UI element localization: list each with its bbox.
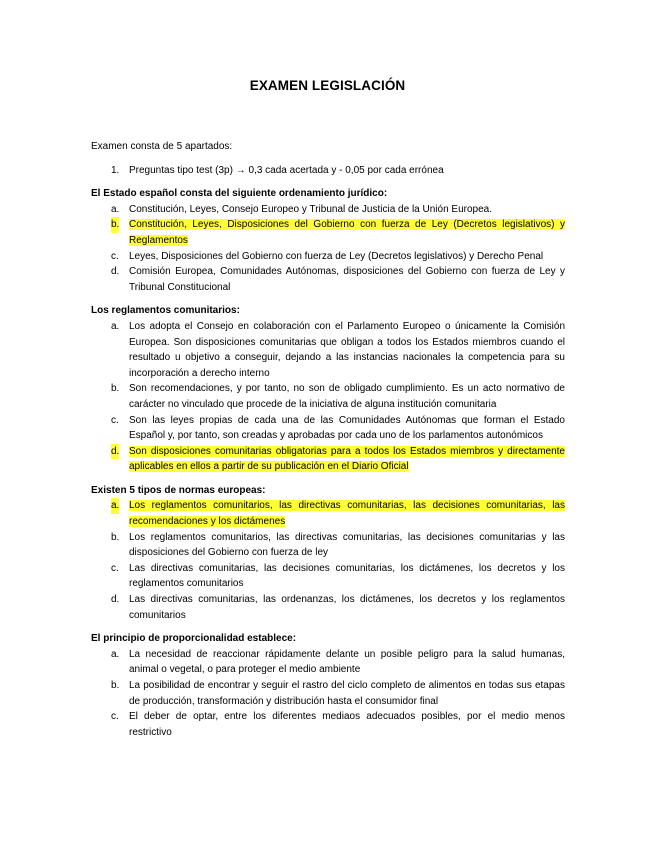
option-item: [91, 561, 565, 592]
question-block: [91, 483, 565, 623]
option-item: [91, 413, 565, 444]
document-title: EXAMEN LEGISLACIÓN: [249, 78, 406, 93]
option-letter: b.: [111, 383, 120, 395]
option-text: La posibilidad de encontrar y seguir el rastro del ciclo completo de alimentos en todas sus etapas de producción, transformación y distribución hasta el consumidor final: [129, 680, 565, 707]
intro-text: Examen consta de 5 apartados:: [91, 141, 233, 152]
option-text: Son las leyes propias de cada una de las Comunidades Autónomas que forman el Estado Español y, por tanto, son creadas y aprobadas por cada uno de los parlamentos autonómicos: [129, 414, 565, 442]
numbered-marker: 1.: [111, 164, 120, 176]
question-list: [91, 186, 565, 740]
option-text: El deber de optar, entre los diferentes mediaos adecuados posibles, por el medio menos restrictivo: [129, 711, 565, 738]
option-letter: a.: [111, 203, 120, 215]
document-body: [91, 139, 565, 740]
option-item: [91, 202, 565, 218]
option-text: Leyes, Disposiciones del Gobierno con fuerza de Ley (Decretos legislativos) y Derecho Penal: [129, 250, 544, 262]
option-letter: a.: [111, 648, 120, 660]
highlighted-answer-text: Son disposiciones comunitarias obligatorias para a todos los Estados miembros y directamente aplicables en ellos a partir de su publicación en el Diario Oficial: [129, 445, 565, 473]
option-letter: a.: [111, 320, 120, 332]
option-item: [91, 498, 565, 529]
question-heading: El principio de proporcionalidad establece:: [91, 633, 297, 645]
option-letter: d.: [111, 266, 120, 278]
option-item: [91, 444, 565, 475]
option-text: Son recomendaciones, y por tanto, no son de obligado cumplimiento. Es un acto normativo de carácter no vinculado que procede de la iniciativa de alguna institución comunitaria: [129, 383, 565, 410]
option-item: [91, 647, 565, 678]
option-letter: a.: [111, 498, 119, 514]
question-heading: Existen 5 tipos de normas europeas:: [91, 484, 266, 496]
option-text: Constitución, Leyes, Consejo Europeo y Tribunal de Justicia de la Unión Europea.: [129, 203, 492, 215]
option-list: [91, 319, 565, 475]
option-text: Las directivas comunitarias, las ordenanzas, los dictámenes, los decretos y los reglamentos comunitarios: [129, 594, 565, 621]
option-item: [91, 678, 565, 709]
option-letter: c.: [111, 250, 119, 262]
option-letter: b.: [111, 531, 120, 543]
numbered-text: Preguntas tipo test (3p) → 0,3 cada acertada y - 0,05 por cada errónea: [129, 164, 444, 176]
option-item: [91, 592, 565, 623]
option-text: Las directivas comunitarias, las decisiones comunitarias, los dictámenes, los decretos y los reglamentos comunitarios: [129, 562, 565, 590]
option-item: [91, 530, 565, 561]
question-block: [91, 303, 565, 475]
highlighted-answer-text: Constitución, Leyes, Disposiciones del Gobierno con fuerza de Ley (Decretos legislativos) y Reglamentos: [129, 219, 565, 246]
option-text: Comisión Europea, Comunidades Autónomas, disposiciones del Gobierno con fuerza de Ley y Tribunal Constitucional: [129, 266, 565, 293]
option-text: Los adopta el Consejo en colaboración con el Parlamento Europeo o únicamente la Comisión Europea. Son disposiciones comunitarias que obligan a todos los Estados miembros cuando el resultado u objetivo a conseguir, dejando a las instancias nacionales la competencia para su incorporación a derecho interno: [129, 320, 565, 379]
question-block: [91, 186, 565, 295]
option-letter: c.: [111, 562, 119, 574]
option-letter: c.: [111, 711, 119, 723]
option-item: [91, 264, 565, 295]
option-item: [91, 381, 565, 412]
question-heading: El Estado español consta del siguiente ordenamiento jurídico:: [91, 188, 388, 200]
numbered-item: [91, 163, 565, 179]
option-list: [91, 647, 565, 741]
numbered-list: [91, 163, 565, 179]
option-item: [91, 217, 565, 248]
option-letter: b.: [111, 217, 119, 233]
option-letter: d.: [111, 444, 119, 460]
option-item: [91, 319, 565, 381]
question-heading: Los reglamentos comunitarios:: [91, 305, 240, 317]
highlighted-answer-text: Los reglamentos comunitarios, las directivas comunitarias, las decisiones comunitarias, las recomendaciones y los dictámenes: [129, 500, 565, 528]
option-letter: c.: [111, 414, 119, 426]
option-letter: b.: [111, 680, 120, 691]
option-list: [91, 202, 565, 296]
option-letter: d.: [111, 594, 120, 606]
option-item: [91, 249, 565, 265]
option-item: [91, 709, 565, 740]
option-text: La necesidad de reaccionar rápidamente delante un posible peligro para la salud humanas, animal o vegetal, o para proteger el medio ambiente: [129, 648, 565, 676]
option-text: Los reglamentos comunitarios, las directivas comunitarias, las decisiones comunitarias y las disposiciones del Gobierno con fuerza de ley: [129, 531, 565, 559]
question-block: [91, 631, 565, 740]
option-list: [91, 498, 565, 623]
